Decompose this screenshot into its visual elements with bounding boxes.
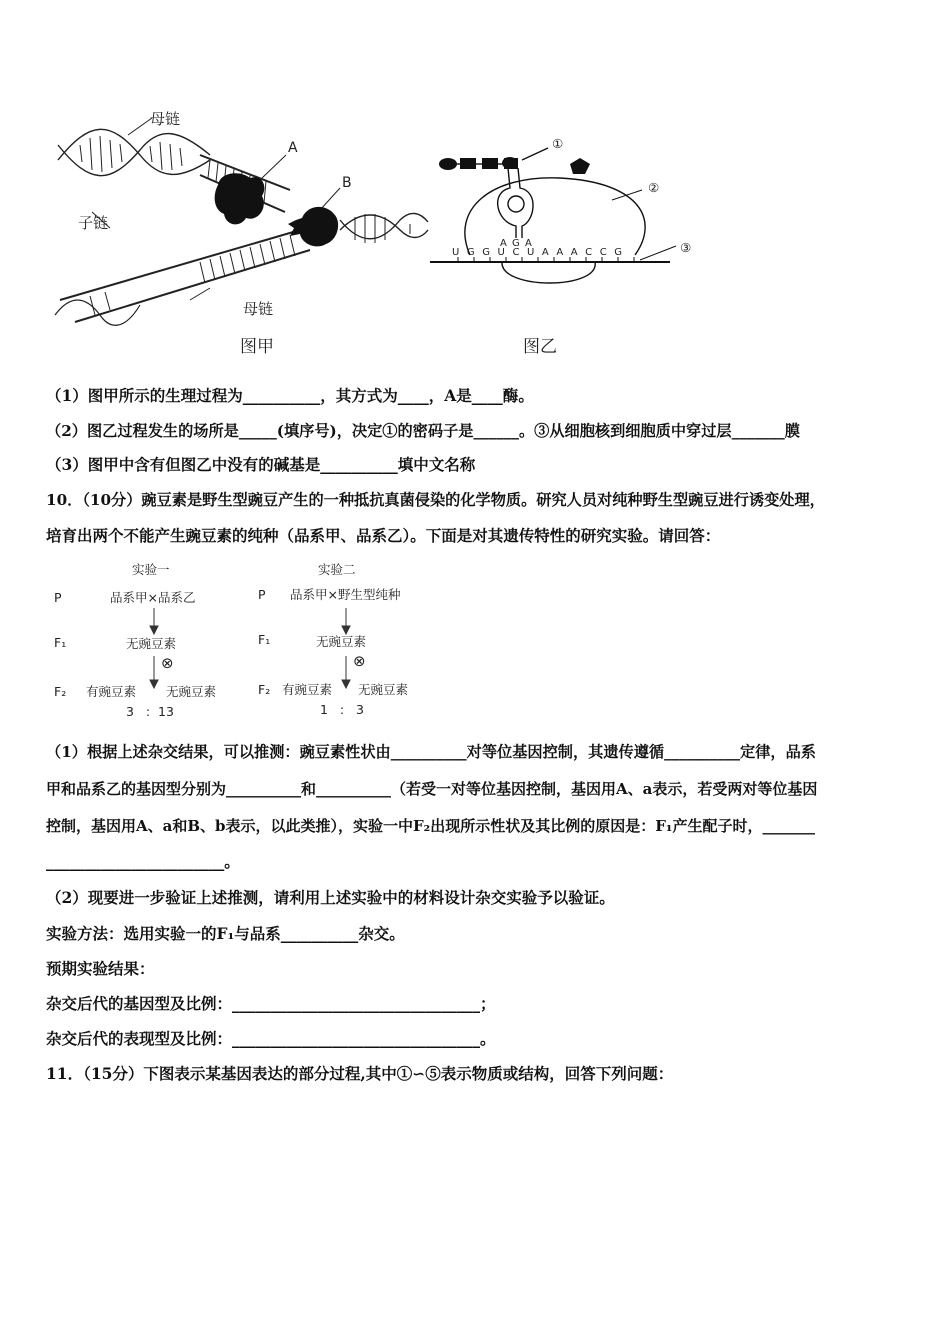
label-child: 子链 (78, 214, 109, 232)
q9-line3: （3）图甲中含有但图乙中没有的碱基是__________填中文名称 (46, 455, 476, 474)
q10-intro2: 培育出两个不能产生豌豆素的纯种（品系甲、品系乙）。下面是对其遗传特性的研究实验。请回答： (46, 526, 721, 545)
enzyme-b-shape (288, 207, 338, 246)
exp1-p: P (54, 590, 62, 605)
q10-p2-line4: 杂交后代的基因型及比例：________________________________； (46, 994, 496, 1013)
q10-p1-line2: 甲和品系乙的基因型分别为__________和__________（若受一对等位基因控制，基因用A、a表示，若受两对等位基因 (46, 780, 818, 798)
q10-p2-line2: 实验方法：选用实验一的F₁与品系__________杂交。 (46, 924, 405, 943)
exp2-selfing: ⊗ (353, 652, 366, 670)
q9-line1: （1）图甲所示的生理过程为__________，其方式为____，A是____酶。 (46, 386, 534, 405)
yi-num3: ③ (680, 240, 692, 255)
q10-p1-line3: 控制，基因用A、a和B、b表示，以此类推），实验一中F₂出现所示性状及其比例的原因是：F₁产生配子时，_______ (46, 817, 815, 835)
exp1-ratio: 3 : 13 (126, 704, 174, 719)
label-mother-bottom: 母链 (243, 300, 274, 318)
label-b: B (342, 175, 352, 191)
q10-intro1: 10．（10分）豌豆素是野生型豌豆产生的一种抵抗真菌侵染的化学物质。研究人员对纯种野生型豌豆进行诱变处理， (46, 491, 825, 509)
yi-num2: ② (648, 180, 660, 195)
enzyme-a-shape (215, 173, 265, 224)
yi-mrna: U G G U C U A A A C C G (452, 247, 625, 258)
experiment-diagram (46, 560, 446, 725)
q10-p2-line5: 杂交后代的表现型及比例：________________________________。 (46, 1029, 496, 1048)
q10-p1-line4: _______________________。 (46, 852, 240, 871)
exp1-f1: F₁ (54, 635, 67, 650)
translation-diagram (430, 130, 710, 310)
exp2-f2: F₂ (258, 682, 271, 697)
caption-yi: 图乙 (523, 337, 557, 357)
exp1-cross: 品系甲×品系乙 (110, 590, 196, 605)
exp1-f1-result: 无豌豆素 (126, 636, 177, 651)
exp2-f2-b: 无豌豆素 (358, 682, 409, 697)
q11-intro: 11．（15分）下图表示某基因表达的部分过程,其中①∽⑤表示物质或结构，回答下列问题： (46, 1064, 674, 1083)
exp2-ratio: 1 : 3 (320, 702, 364, 717)
exp2-cross: 品系甲×野生型纯种 (290, 587, 401, 602)
exp2-p: P (258, 587, 266, 602)
exp2-f2-a: 有豌豆素 (282, 682, 333, 697)
q10-p2-line1: （2）现要进一步验证上述推测，请利用上述实验中的材料设计杂交实验予以验证。 (46, 888, 615, 907)
exp2-f1: F₁ (258, 632, 271, 647)
label-a: A (288, 140, 298, 156)
exp1-f2: F₂ (54, 684, 67, 699)
exp2-title: 实验二 (318, 562, 356, 577)
exp1-f2-a: 有豌豆素 (86, 684, 137, 699)
exp1-f2-b: 无豌豆素 (166, 684, 217, 699)
exp2-f1-result: 无豌豆素 (316, 634, 367, 649)
q10-p2-line3: 预期实验结果： (46, 959, 155, 978)
q10-p1-line1: （1）根据上述杂交结果，可以推测：豌豆素性状由__________对等位基因控制，其遗传遵循__________定律，品系 (46, 743, 816, 761)
figure-jia (50, 100, 430, 360)
exp1-selfing: ⊗ (161, 654, 174, 672)
yi-num1: ① (552, 136, 564, 151)
exp1-title: 实验一 (132, 562, 170, 577)
yi-anticodon: A G A (500, 238, 533, 249)
caption-jia: 图甲 (240, 337, 274, 357)
label-mother-top: 母链 (150, 110, 181, 128)
q9-line2: （2）图乙过程发生的场所是_____(填序号)，决定①的密码子是______。③从细胞核到细胞质中穿过层_______膜 (46, 422, 800, 440)
figure-yi (430, 130, 710, 310)
